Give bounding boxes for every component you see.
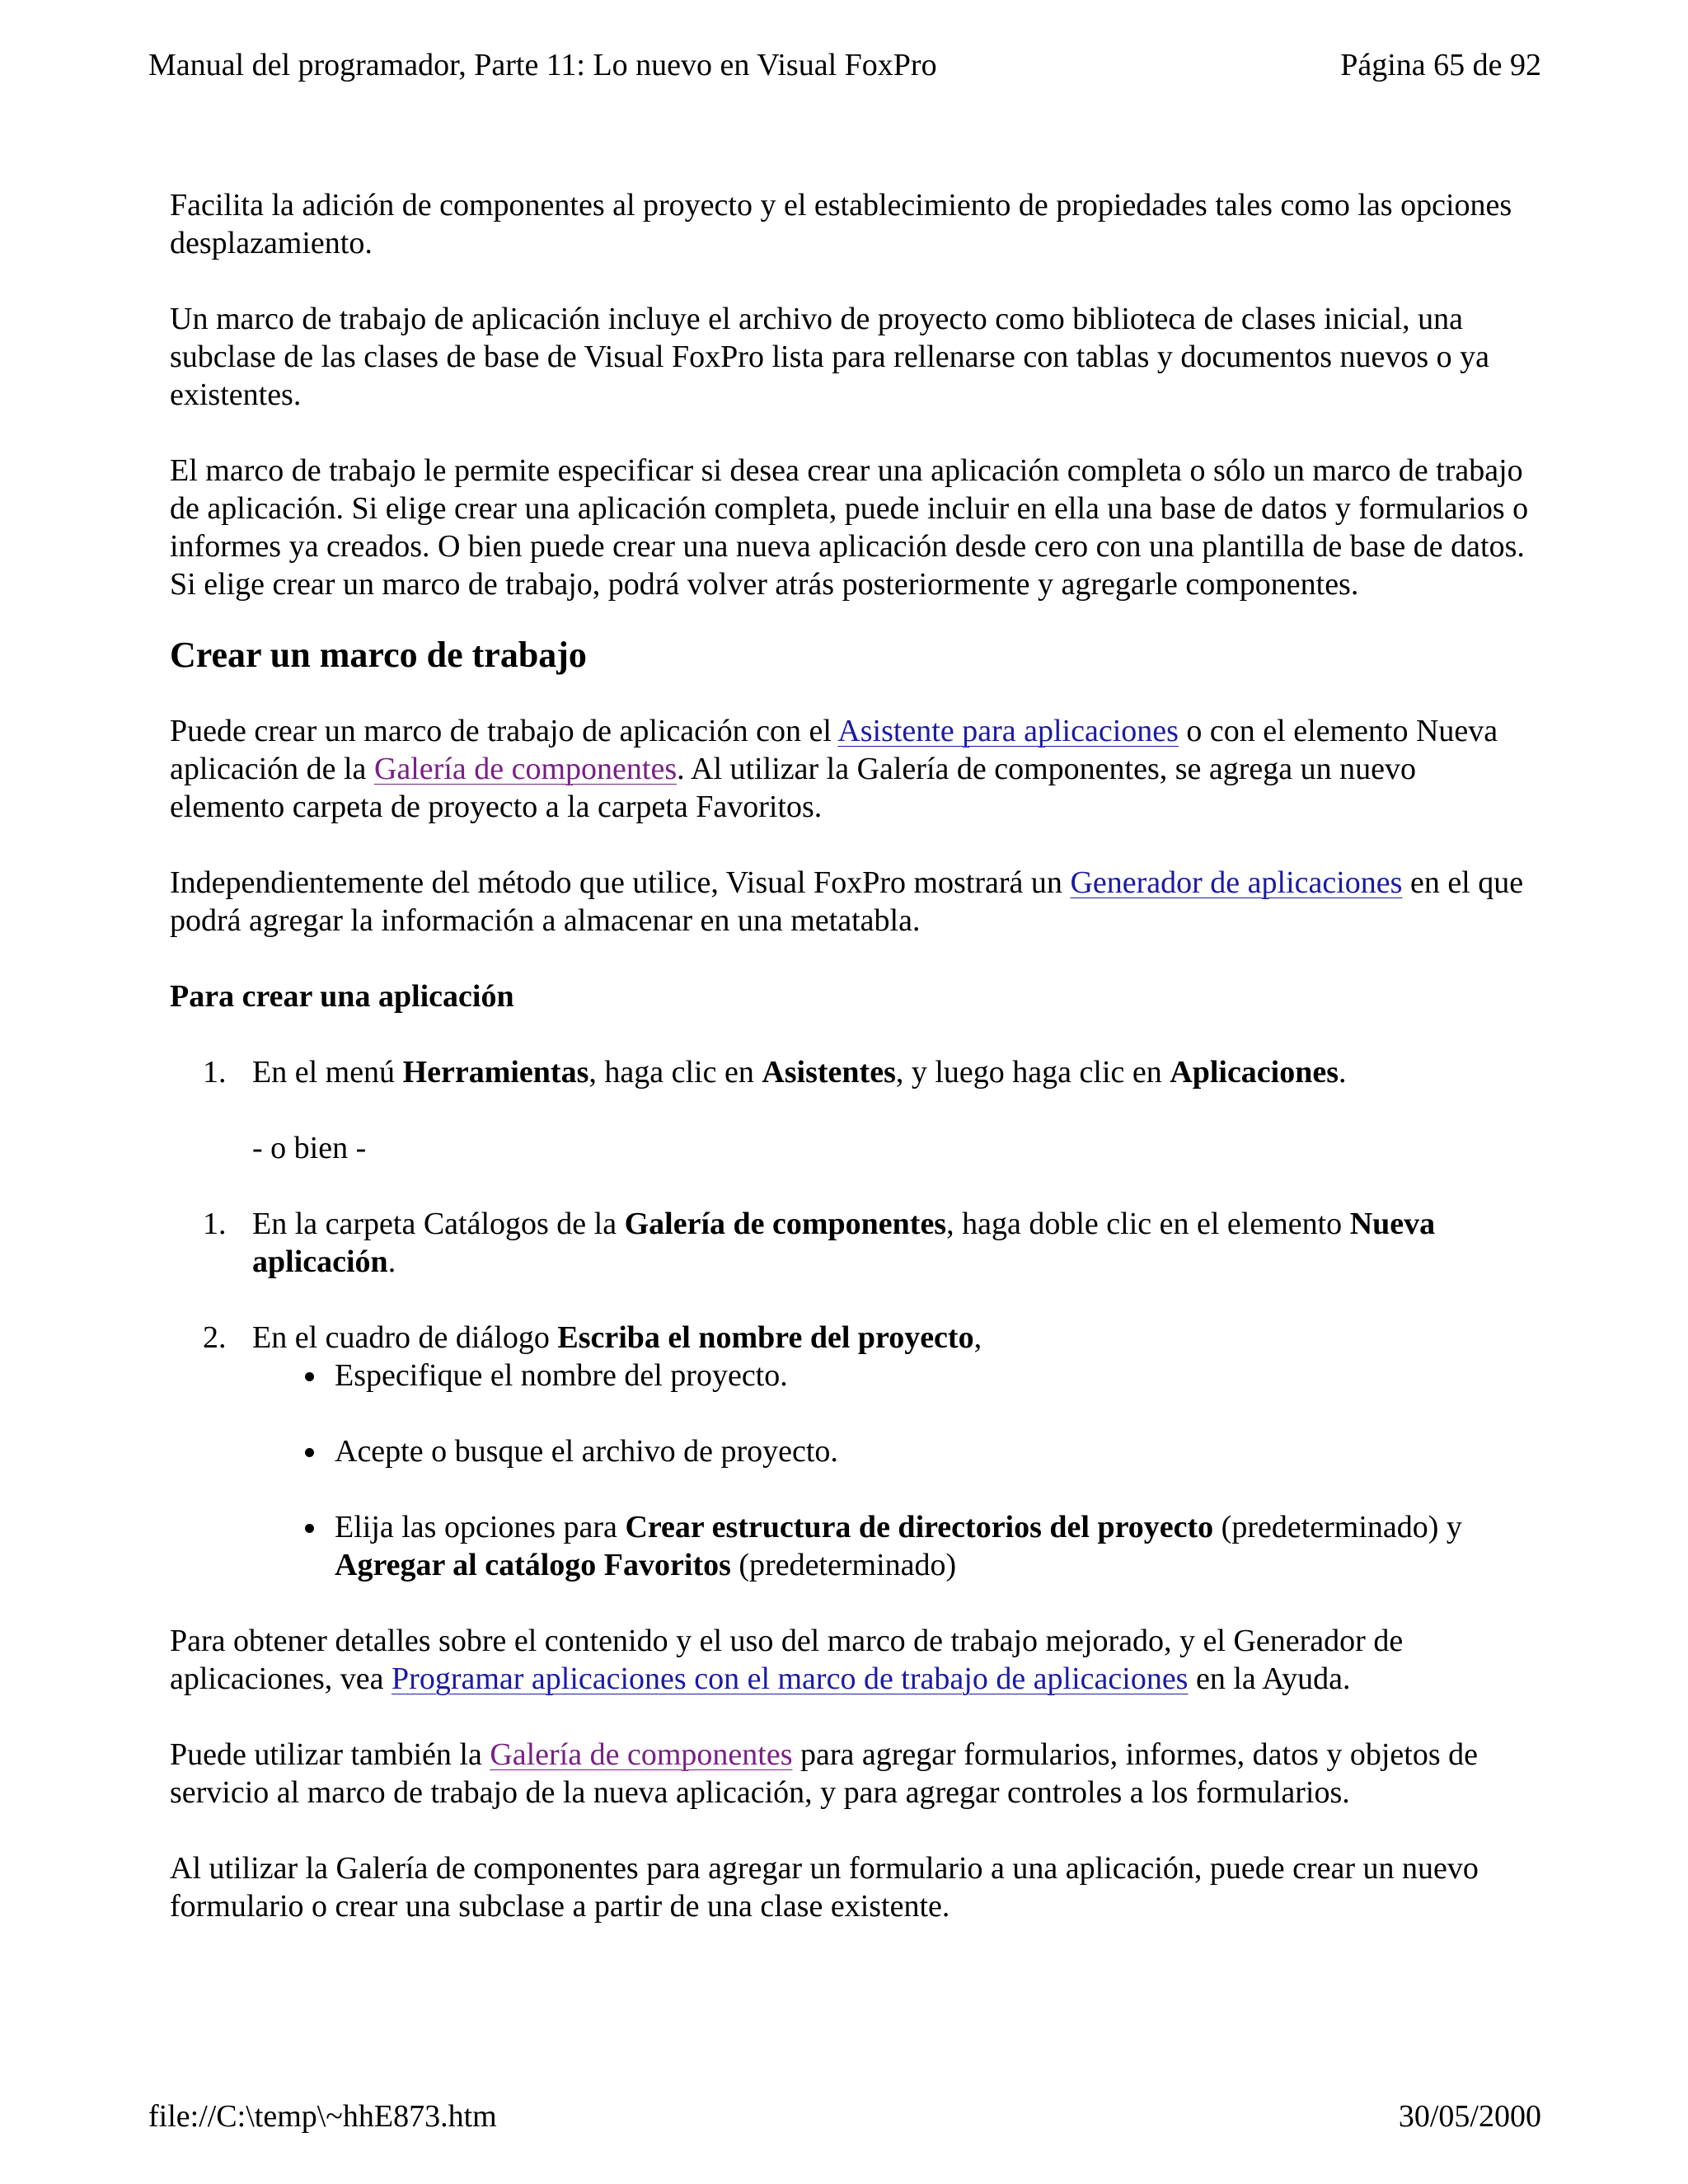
link-programming-framework[interactable]: Programar aplicaciones con el marco de trabajo de aplicaciones (392, 1661, 1189, 1696)
text-run: En la carpeta Catálogos de la (252, 1207, 625, 1241)
ui-name: Crear estructura de directorios del proyecto (625, 1510, 1214, 1544)
link-application-builder[interactable]: Generador de aplicaciones (1070, 865, 1403, 900)
paragraph-create-framework (170, 712, 1538, 826)
text-run: Acepte o busque el archivo de proyecto. (335, 1434, 838, 1469)
page-number: Página 65 de 92 (1340, 48, 1541, 82)
document-body (170, 186, 1538, 1963)
text-run: Elija las opciones para (335, 1510, 626, 1544)
ui-name: Agregar al catálogo Favoritos (335, 1548, 731, 1582)
file-path: file://C:\temp\~hhE873.htm (148, 2099, 497, 2134)
text-run: , y luego haga clic en (895, 1055, 1170, 1090)
text-run: en el que podrá agregar la información a almacenar en una metatabla. (170, 865, 1524, 938)
link-component-gallery[interactable]: Galería de componentes (490, 1737, 793, 1772)
text-run: , haga clic en (588, 1055, 762, 1090)
text-run: (predeterminado) y (1213, 1510, 1462, 1544)
bullet-item (252, 1357, 1538, 1394)
ui-name: Galería de componentes (624, 1207, 947, 1241)
procedure-steps-alternative (170, 1205, 1538, 1584)
ui-name: Escriba el nombre del proyecto (557, 1320, 974, 1355)
paragraph-application-builder (170, 864, 1538, 940)
sub-bullets (252, 1357, 1538, 1584)
text-run: (predeterminado) (730, 1548, 957, 1582)
text-run: . (1339, 1055, 1347, 1090)
step-item (170, 1319, 1538, 1584)
page-header (148, 46, 1541, 84)
ui-name: Nueva aplicación (252, 1207, 1436, 1279)
procedure-heading: Para crear una aplicación (170, 979, 514, 1014)
bullet-item (252, 1508, 1538, 1584)
text-run: . (387, 1244, 396, 1279)
text-run: o con el elemento Nueva aplicación de la (170, 714, 1498, 786)
text-run: para agregar formularios, informes, datos y objetos de servicio al marco de trabajo de la nueva aplicación, y para agregar controles a los formularios. (170, 1737, 1479, 1810)
text-run: Puede crear un marco de trabajo de aplicación con el (170, 714, 838, 748)
menu-name: Aplicaciones (1170, 1055, 1339, 1090)
section-heading: Crear un marco de trabajo (170, 635, 587, 675)
bullet-icon (305, 1524, 314, 1533)
paragraph-component-gallery-use (170, 1736, 1538, 1811)
paragraph-framework-options: El marco de trabajo le permite especificar si desea crear una aplicación completa o sólo un marco de trabajo de aplicación. Si elige crear una aplicación completa, puede incluir en ella una base de datos y formularios o informes ya creados. O bien puede crear una nueva aplicación desde cero con una plantilla de base de datos. Si elige crear un marco de trabajo, podrá volver atrás posteriormente y agregarle componentes. (170, 453, 1529, 602)
menu-name: Herramientas (402, 1055, 589, 1090)
document-title: Manual del programador, Parte 11: Lo nuevo en Visual FoxPro (148, 48, 937, 82)
text-run: Para obtener detalles sobre el contenido y el uso del marco de trabajo mejorado, y el Generador de aplicaciones, vea (170, 1624, 1404, 1696)
text-run: Independientemente del método que utilice, Visual FoxPro mostrará un (170, 865, 1071, 900)
text-run: En el menú (252, 1055, 403, 1090)
bullet-icon (305, 1448, 314, 1457)
procedure-steps (170, 1053, 1538, 1091)
paragraph-framework-description: Un marco de trabajo de aplicación incluye el archivo de proyecto como biblioteca de clases inicial, una subclase de las clases de base de Visual FoxPro lista para rellenarse con tablas y documentos nuevos o ya existentes. (170, 302, 1490, 412)
bullet-icon (305, 1372, 314, 1381)
bullet-item (252, 1432, 1538, 1470)
menu-name: Asistentes (762, 1055, 896, 1090)
step-item (170, 1205, 1538, 1281)
print-date: 30/05/2000 (1398, 2099, 1541, 2134)
step-number: 1. (203, 1207, 227, 1241)
paragraph-add-form: Al utilizar la Galería de componentes para agregar un formulario a una aplicación, puede crear un nuevo formulario o crear una subclase a partir de una clase existente. (170, 1851, 1479, 1924)
text-run: , (973, 1320, 982, 1355)
link-component-gallery[interactable]: Galería de componentes (373, 752, 678, 786)
page-footer (148, 2097, 1541, 2135)
link-application-wizard[interactable]: Asistente para aplicaciones (837, 714, 1179, 748)
paragraph-intro: Facilita la adición de componentes al proyecto y el establecimiento de propiedades tales como las opciones desplazamiento. (170, 188, 1512, 260)
step-number: 1. (203, 1055, 227, 1090)
step-number: 2. (203, 1320, 227, 1355)
text-run: Especifique el nombre del proyecto. (335, 1358, 788, 1393)
step-item (170, 1053, 1538, 1091)
alternative-separator: - o bien - (252, 1131, 367, 1165)
text-run: Puede utilizar también la (170, 1737, 490, 1772)
text-run: , haga doble clic en el elemento (946, 1207, 1350, 1241)
text-run: . Al utilizar la Galería de componentes, se agrega un nuevo elemento carpeta de proyecto a la carpeta Favoritos. (170, 752, 1417, 824)
paragraph-details (170, 1622, 1538, 1698)
text-run: en la Ayuda. (1188, 1661, 1351, 1696)
text-run: En el cuadro de diálogo (252, 1320, 558, 1355)
